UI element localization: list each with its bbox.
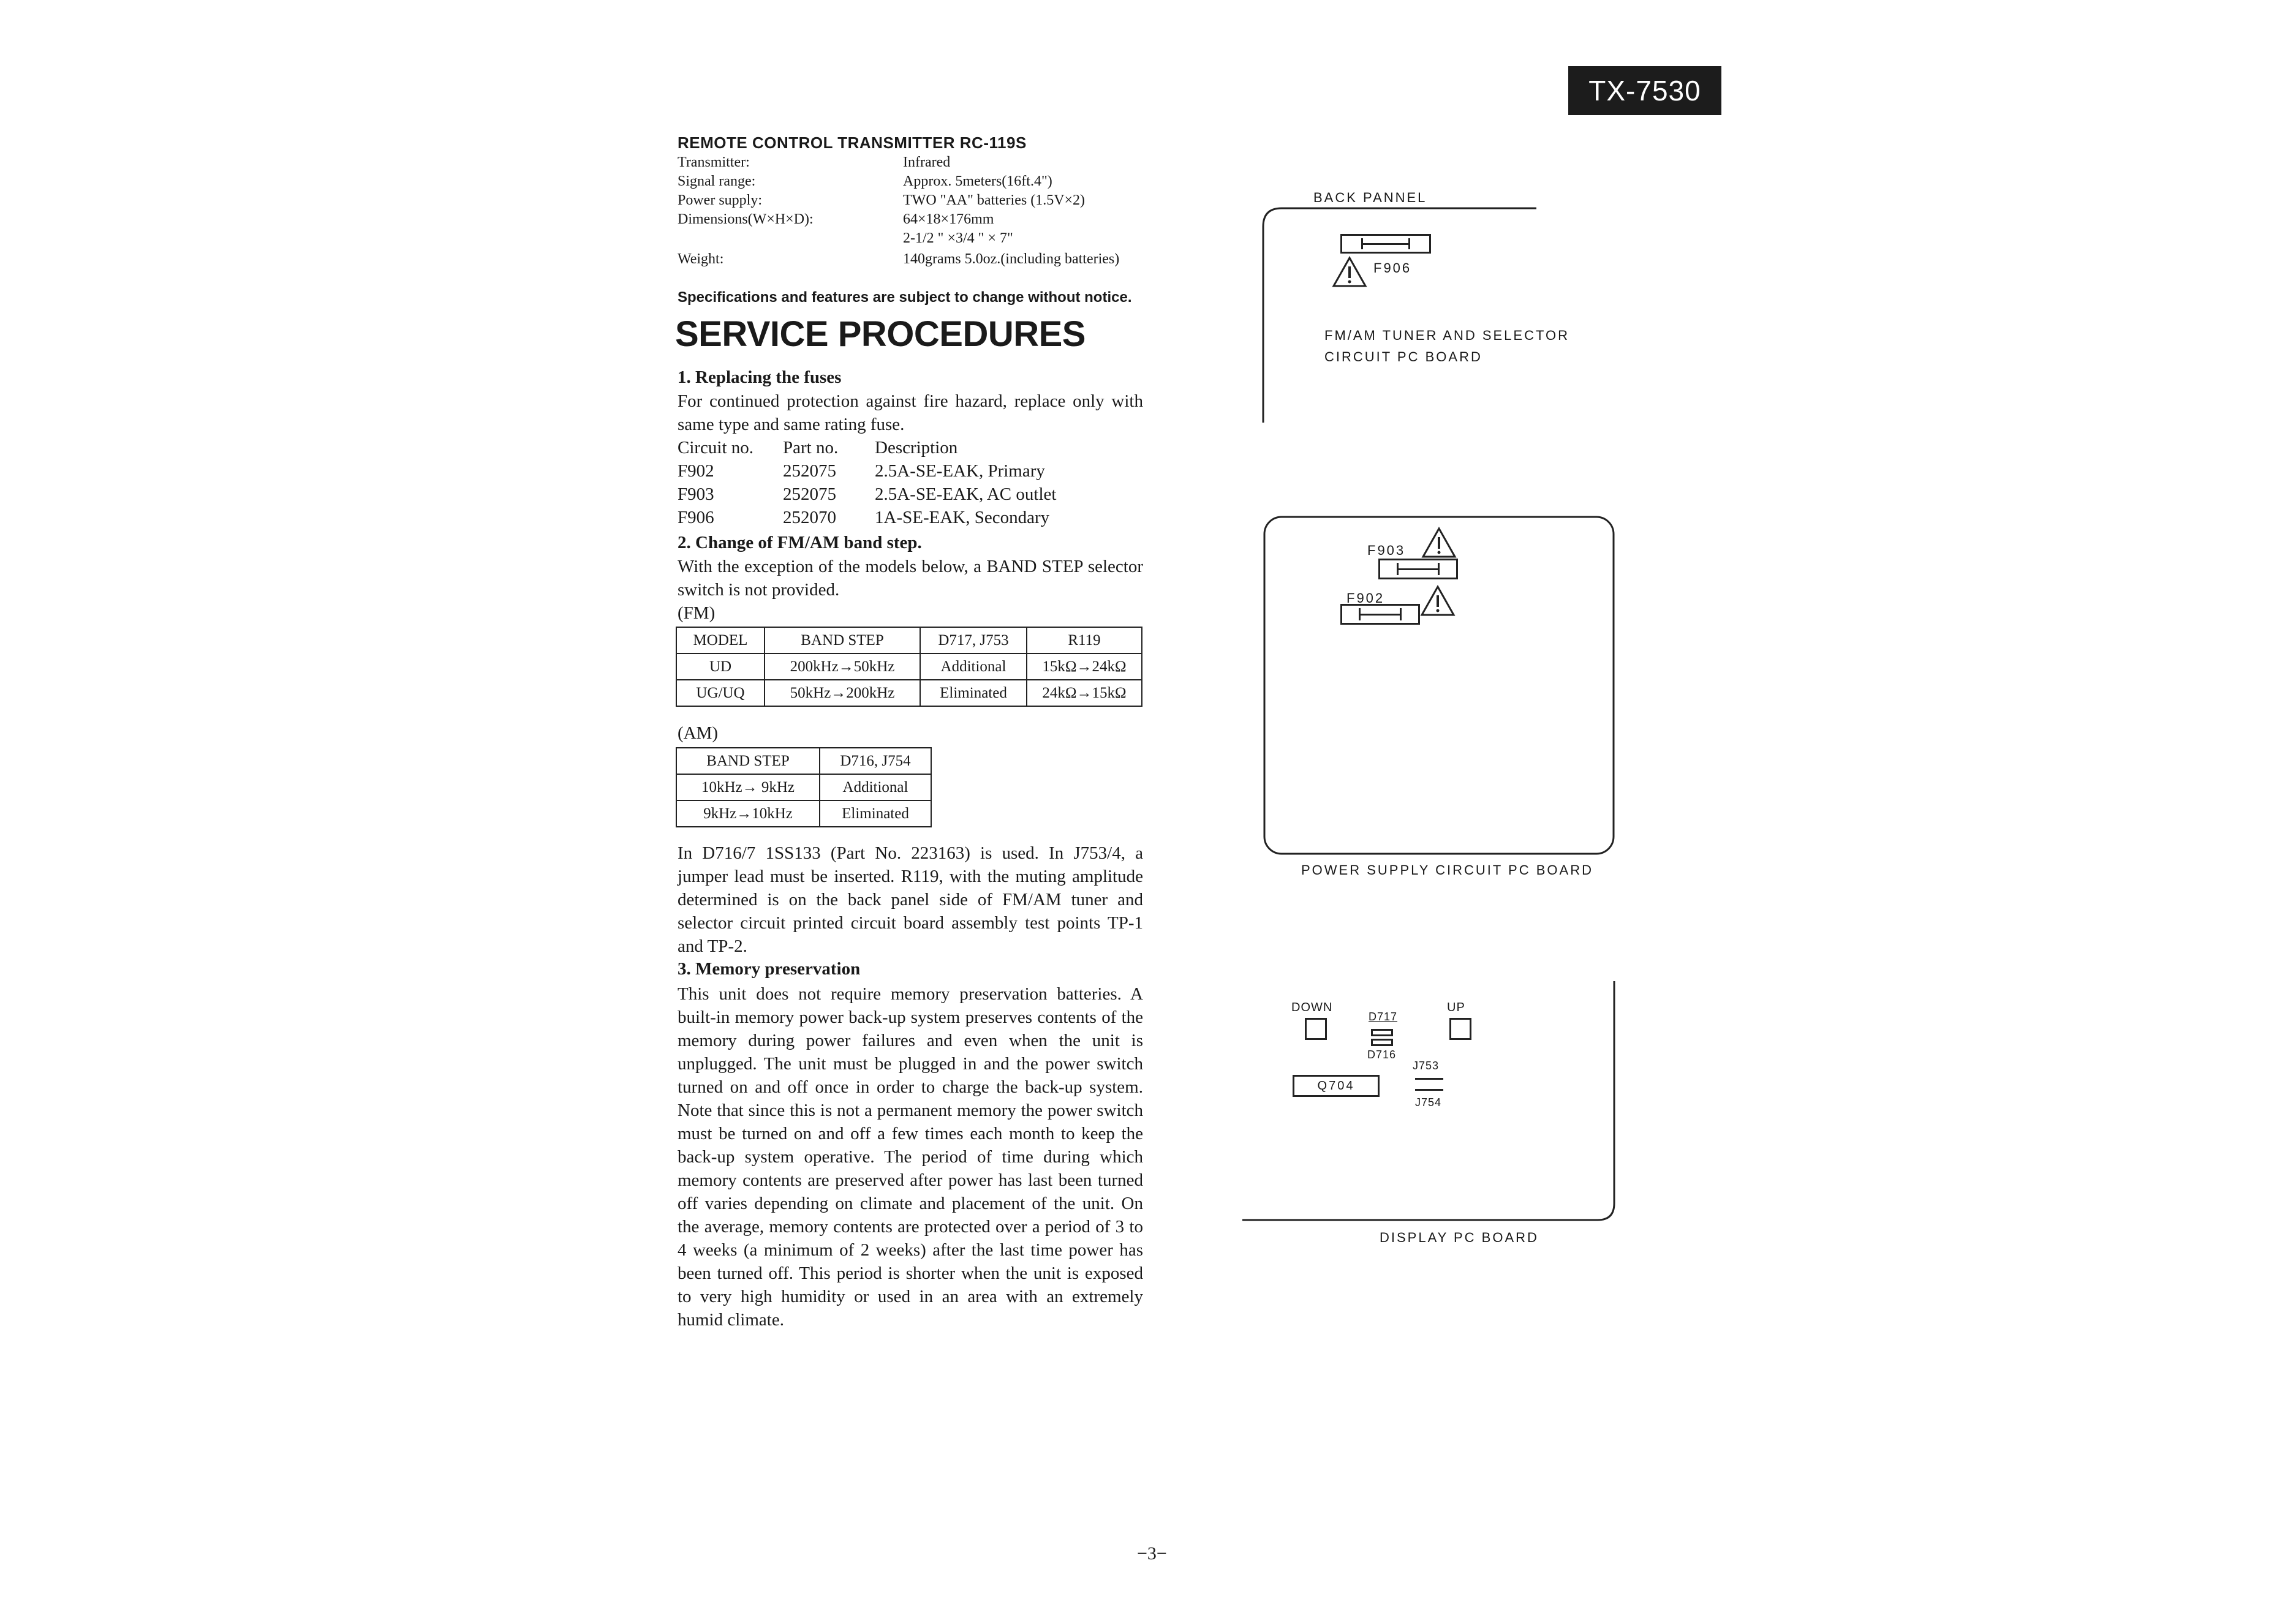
j753-label: J753 [1413, 1060, 1440, 1072]
fuse-cell: 252070 [783, 508, 836, 527]
table-cell: 15kΩ→24kΩ [1027, 653, 1142, 680]
up-switch [1449, 1018, 1471, 1040]
spec-value: Infrared [903, 154, 951, 170]
spec-label: Signal range: [678, 173, 756, 189]
table-header: R119 [1027, 627, 1142, 653]
d716-label: D716 [1367, 1049, 1397, 1061]
table-header: D717, J753 [920, 627, 1027, 653]
spec-label: Transmitter: [678, 154, 750, 170]
table-cell: 9kHz→10kHz [676, 800, 820, 827]
spec-label: Dimensions(W×H×D): [678, 211, 814, 227]
warning-triangle-icon [1420, 585, 1456, 617]
fm-label: (FM) [678, 603, 716, 623]
tuner-board-label-2: CIRCUIT PC BOARD [1324, 349, 1482, 364]
fuse-f906-symbol [1340, 234, 1431, 254]
fuse-col-header: Part no. [783, 438, 839, 458]
back-panel-label: BACK PANNEL [1313, 190, 1427, 205]
table-cell: Eliminated [920, 680, 1027, 706]
table-cell: Eliminated [820, 800, 931, 827]
spec-label: Power supply: [678, 192, 762, 208]
section-3-text: This unit does not require memory preservation batteries. A built-in memory power back-up system preserves contents of the memory during power failures and even when the unit is unplugged. The unit must be plugged in and the power switch turned on and off once in order to charge the back-up system. Note that since this is not a permanent memory the power switch must be turned on and off a few times each month to keep the back-up system operative. The period of time during which memory contents are preserved after power has last been turned off varies depending on climate and placement of the unit. On the average, memory contents are protected over a period of 3 to 4 weeks (a minimum of 2 weeks) after the last time power has been turned off. This period is shorter when the unit is exposed to very high humidity or used in an area with an extremely humid climate. [678, 984, 1143, 1330]
model-tag: TX-7530 [1568, 66, 1721, 115]
j753-jumper [1415, 1078, 1443, 1080]
fuse-cell: 1A-SE-EAK, Secondary [875, 508, 1050, 527]
warning-triangle-icon [1332, 256, 1367, 288]
fuse-f903-label: F903 [1367, 543, 1406, 558]
fuse-f902-symbol [1340, 604, 1420, 625]
d717-diode [1371, 1029, 1393, 1036]
spec-label: Weight: [678, 251, 724, 267]
fuse-cell: 252075 [783, 461, 836, 481]
page-title: SERVICE PROCEDURES [675, 314, 1086, 354]
fuse-cell: 2.5A-SE-EAK, Primary [875, 461, 1045, 481]
down-switch [1305, 1018, 1327, 1040]
d716-diode [1371, 1039, 1393, 1046]
power-board-label: POWER SUPPLY CIRCUIT PC BOARD [1301, 862, 1593, 878]
display-board-label: DISPLAY PC BOARD [1380, 1230, 1539, 1245]
table-cell: 24kΩ→15kΩ [1027, 680, 1142, 706]
fuse-cell: F903 [678, 484, 714, 504]
section-2-heading: 2. Change of FM/AM band step. [678, 533, 922, 552]
section-2-text: With the exception of the models below, a BAND STEP selector switch is not provided. [678, 557, 1143, 600]
q704-box: Q704 [1293, 1075, 1380, 1097]
down-label: DOWN [1291, 1001, 1333, 1014]
warning-triangle-icon [1421, 527, 1457, 559]
spec-note: Specifications and features are subject to change without notice. [678, 289, 1132, 306]
table-cell: UD [676, 653, 765, 680]
spec-value: 140grams 5.0oz.(including batteries) [903, 251, 1120, 267]
fm-band-table [676, 627, 1142, 707]
tuner-board-label-1: FM/AM TUNER AND SELECTOR [1324, 328, 1570, 343]
table-header: BAND STEP [765, 627, 920, 653]
up-label: UP [1447, 1001, 1465, 1014]
table-cell: Additional [820, 774, 931, 800]
section-2-text-2: In D716/7 1SS133 (Part No. 223163) is used. In J753/4, a jumper lead must be inserted. R119, with the muting amplitude determined is on the back panel side of FM/AM tuner and selector circuit printed circuit board assembly test points TP-1 and TP-2. [678, 843, 1143, 956]
j754-jumper [1415, 1089, 1443, 1091]
j754-label: J754 [1415, 1096, 1442, 1109]
spec-value: 2-1/2 " ×3/4 " × 7" [903, 230, 1013, 246]
table-header: MODEL [676, 627, 765, 653]
section-1-text: For continued protection against fire hazard, replace only with same type and same rating fuse. [678, 391, 1143, 434]
page-number: −3− [1137, 1543, 1167, 1564]
fuse-cell: F906 [678, 508, 714, 527]
table-cell: 10kHz→ 9kHz [676, 774, 820, 800]
table-cell: 200kHz→50kHz [765, 653, 920, 680]
section-3-heading: 3. Memory preservation [678, 959, 861, 979]
fuse-col-header: Circuit no. [678, 438, 754, 458]
fuse-cell: 2.5A-SE-EAK, AC outlet [875, 484, 1057, 504]
am-band-table [676, 747, 932, 827]
fuse-cell: 252075 [783, 484, 836, 504]
fuse-f903-symbol [1378, 559, 1458, 579]
table-header: BAND STEP [676, 748, 820, 774]
remote-heading: REMOTE CONTROL TRANSMITTER RC-119S [678, 134, 1027, 152]
table-cell: Additional [920, 653, 1027, 680]
d717-label: D717 [1369, 1011, 1398, 1023]
fuse-f902-label: F902 [1346, 590, 1385, 606]
spec-value: 64×18×176mm [903, 211, 994, 227]
spec-value: Approx. 5meters(16ft.4") [903, 173, 1052, 189]
spec-value: TWO "AA" batteries (1.5V×2) [903, 192, 1086, 208]
section-1-heading: 1. Replacing the fuses [678, 367, 842, 387]
fuse-f906-label: F906 [1373, 260, 1412, 276]
table-cell: 50kHz→200kHz [765, 680, 920, 706]
table-header: D716, J754 [820, 748, 931, 774]
fuse-col-header: Description [875, 438, 958, 458]
table-cell: UG/UQ [676, 680, 765, 706]
am-label: (AM) [678, 723, 719, 743]
fuse-cell: F902 [678, 461, 714, 481]
